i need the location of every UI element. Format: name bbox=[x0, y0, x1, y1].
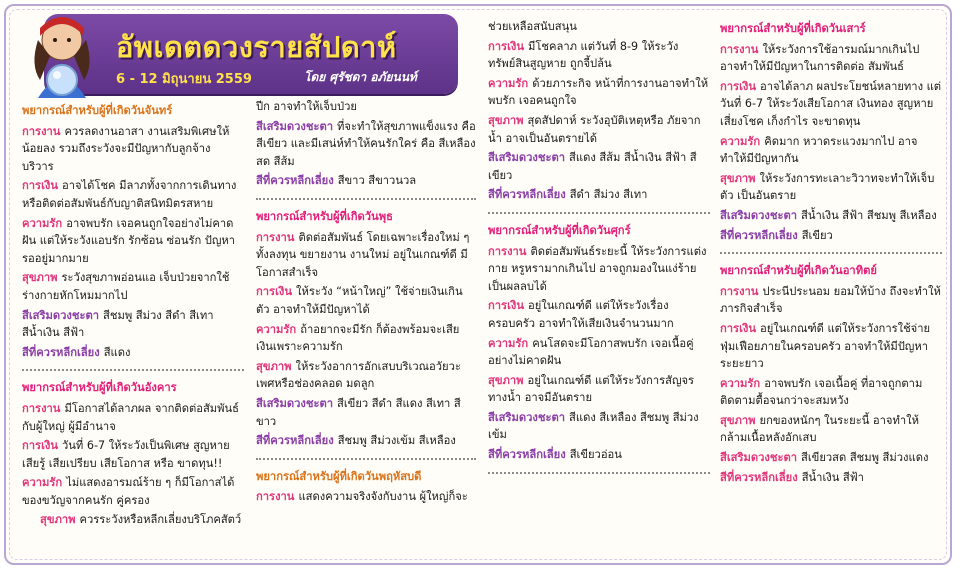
work-entry: การงาน ติดต่อสัมพันธ์ โดยเฉพาะเรื่องใหม่ ๆ ทั้งลงทุน ขยายงาน งานใหม่ อยู่ในเกณฑ์ดี มีโอกาสสำเร็จ bbox=[256, 230, 470, 279]
health-entry: สุขภาพ อยู่ในเกณฑ์ดี แต่ให้ระวังการสัญจรทางน้ำ อาจมีอันตราย bbox=[488, 373, 695, 405]
health-entry: สุขภาพ ให้ระวังการทะเลาะวิวาทจะทำให้เจ็บตัว เป็นอันตราย bbox=[720, 171, 935, 203]
money-entry: การเงิน มีโชคลาภ แต่วันที่ 8-9 ให้ระวังทรัพย์สินสูญหาย ถูกจี้ปล้น bbox=[488, 39, 679, 71]
health-entry: สุขภาพ สุดสัปดาห์ ระวังอุบัติเหตุหรือ ภัยจากน้ำ อาจเป็นอันตรายได้ bbox=[488, 113, 701, 145]
work-entry: การงาน ควรลดงานอาสา งานเสริมพิเศษให้น้อยลง รวมถึงระวังจะมีปัญหากับลูกจ้าง บริวาร bbox=[22, 124, 230, 173]
page-title: อัพเดตดวงรายสัปดาห์ bbox=[116, 30, 397, 64]
section-title-friday: พยากรณ์สำหรับผู้ที่เกิดวันศุกร์ bbox=[488, 223, 631, 237]
work-entry-cont: ช่วยเหลือสนับสนุน bbox=[488, 20, 577, 33]
love-entry: ความรัก อาจพบรัก เจอคนถูกใจอย่างไม่คาดฝัน แต่ให้ระวังแอบรัก รักซ้อน ซ่อนรัก ปัญหารออยู่มากมาย bbox=[22, 216, 236, 265]
section-title-tuesday: พยากรณ์สำหรับผู้ที่เกิดวันอังคาร bbox=[22, 381, 177, 395]
love-entry: ความรัก ด้วยภาระกิจ หน้าที่การงานอาจทำให้พบรัก เจอคนถูกใจ bbox=[488, 76, 709, 108]
love-entry: ความรัก ถ้าอยากจะมีรัก ก็ต้องพร้อมจะเสียเงินเพราะความรัก bbox=[256, 322, 460, 354]
work-entry: การงาน ประนีประนอม ยอมให้บ้าง ถึงจะทำให้ภารกิจสำเร็จ bbox=[720, 284, 941, 316]
lucky-color-entry: สีเสริมดวงชะตา ที่จะทำให้สุขภาพแข็งแรง คือ สีเขียว และมีเสน่ห์ทำให้คนรักใคร่ คือ สีเหลืองสด สีส้ม bbox=[256, 119, 476, 168]
section-title-monday: พยากรณ์สำหรับผู้ที่เกิดวันจันทร์ bbox=[22, 104, 173, 117]
section-title-saturday: พยากรณ์สำหรับผู้ที่เกิดวันเสาร์ bbox=[720, 22, 866, 35]
lucky-color-entry: สีเสริมดวงชะตา สีชมพู สีม่วง สีดำ สีเทา สีน้ำเงิน สีฟ้า bbox=[22, 308, 214, 340]
fortune-teller-illustration bbox=[10, 10, 114, 98]
love-entry: ความรัก คิดมาก หวาดระแวงมากไป อาจทำให้มีปัญหากัน bbox=[720, 134, 918, 166]
section-title-sunday: พยากรณ์สำหรับผู้ที่เกิดวันอาทิตย์ bbox=[720, 264, 877, 278]
lucky-color-entry: สีเสริมดวงชะตา สีเขียวสด สีชมพู สีม่วงแดง bbox=[720, 451, 929, 465]
money-entry: การเงิน อาจได้โชค มีลาภทั้งจากการเดินทางหรือติดต่อสัมพันธ์กับญาติสนิทมิตรสหาย bbox=[22, 179, 237, 210]
avoid-color-entry: สีที่ควรหลีกเลี่ยง สีชมพู สีม่วงเข้ม สีเหลือง bbox=[256, 434, 456, 448]
money-entry: การเงิน ให้ระวัง “หน้าใหญ่” ใช้จ่ายเงินเกินตัว อาจทำให้มีปัญหาได้ bbox=[256, 285, 463, 316]
love-entry: ความรัก คนโสดจะมีโอกาสพบรัก เจอเนื้อคู่อย่างไม่คาดฝัน bbox=[488, 336, 694, 368]
health-entry: สุขภาพ ให้ระวังอาการอักเสบบริเวณอวัยวะเพศหรือช่องคลอด มดลูก bbox=[256, 359, 461, 391]
avoid-color-entry: สีที่ควรหลีกเลี่ยง สีเขียว bbox=[720, 228, 833, 242]
work-entry: การงาน มีโอกาสได้ลาภผล จากติดต่อสัมพันธ์กับผู้ใหญ่ ผู้มีอำนาจ bbox=[22, 401, 240, 433]
love-entry: ความรัก ไม่แสดงอารมณ์ร้าย ๆ ก็มีโอกาสได้ของขวัญจากคนรัก คู่ครอง bbox=[22, 476, 235, 507]
section-title-thursday: พยากรณ์สำหรับผู้ที่เกิดวันพฤหัสบดี bbox=[256, 469, 422, 483]
money-entry: การเงิน อยู่ในเกณฑ์ดี แต่ให้ระวังการใช้จ่ายฟุ่มเฟือยภายในครอบครัว อาจทำให้มีปัญหาระยะยาว bbox=[720, 321, 931, 371]
health-entry: สุขภาพ ควรระวังหรือหลีกเลี่ยงบริโภคสัตว์ bbox=[40, 513, 242, 527]
health-entry-cont: ปีก อาจทำให้เจ็บป่วย bbox=[256, 100, 357, 113]
section-divider bbox=[256, 458, 476, 460]
section-title-wednesday: พยากรณ์สำหรับผู้ที่เกิดวันพุธ bbox=[256, 209, 393, 223]
avoid-color-entry: สีที่ควรหลีกเลี่ยง สีแดง bbox=[22, 345, 131, 359]
lucky-color-entry: สีเสริมดวงชะตา สีแดง สีส้ม สีน้ำเงิน สีฟ้า สีเขียว bbox=[488, 151, 697, 182]
lucky-color-entry: สีเสริมดวงชะตา สีน้ำเงิน สีฟ้า สีชมพู สีเหลือง bbox=[720, 208, 937, 222]
love-entry: ความรัก อาจพบรัก เจอเนื้อคู่ ที่อาจถูกตามติดตามตื้อจนกว่าจะสมหวัง bbox=[720, 376, 923, 408]
lucky-color-entry: สีเสริมดวงชะตา สีแดง สีเหลือง สีชมพู สีม่วงเข้ม bbox=[488, 410, 699, 442]
column-1 bbox=[22, 100, 244, 531]
column-3 bbox=[488, 18, 710, 482]
avoid-color-entry: สีที่ควรหลีกเลี่ยง สีขาว สีขาวนวล bbox=[256, 174, 417, 188]
work-entry: การงาน ติดต่อสัมพันธ์ระยะนี้ ให้ระวังการแต่งกาย หรูหรามากเกินไป อาจถูกมองในแง่ร้าย เป็นผลลบได้ bbox=[488, 244, 707, 293]
avoid-color-entry: สีที่ควรหลีกเลี่ยง สีน้ำเงิน สีฟ้า bbox=[720, 470, 864, 484]
money-entry: การเงิน อาจได้ลาภ ผลประโยชน์หลายทาง แต่วันที่ 6-7 ให้ระวังเสียโอกาส เงินทอง สูญหาย เสี่ยงโชค เก็งกำไร จะขาดทุน bbox=[720, 79, 942, 128]
column-4 bbox=[720, 18, 942, 488]
section-divider bbox=[256, 198, 476, 200]
section-divider bbox=[22, 369, 244, 371]
work-entry: การงาน แสดงความจริงจังกับงาน ผู้ใหญ่ก็จะ bbox=[256, 490, 468, 504]
health-entry: สุขภาพ ระวังสุขภาพอ่อนแอ เจ็บป่วยจากใช้ร่างกายหักโหมมากไป bbox=[22, 271, 230, 302]
avoid-color-entry: สีที่ควรหลีกเลี่ยง สีดำ สีม่วง สีเทา bbox=[488, 188, 648, 202]
horoscope-card bbox=[4, 4, 952, 565]
section-divider bbox=[488, 212, 710, 214]
money-entry: การเงิน วันที่ 6-7 ให้ระวังเป็นพิเศษ สูญหาย เสียรู้ เสียเปรียบ เสียโอกาส หรือ ขาดทุน!! bbox=[22, 439, 230, 470]
section-divider bbox=[720, 252, 942, 254]
column-2 bbox=[256, 98, 476, 508]
date-range: 6 - 12 มิถุนายน 2559 bbox=[116, 72, 252, 87]
author-byline: โดย ศุรัชดา อภัยนนท์ bbox=[304, 70, 417, 84]
section-divider bbox=[488, 472, 710, 474]
money-entry: การเงิน อยู่ในเกณฑ์ดี แต่ให้ระวังเรื่องครอบครัว อาจทำให้เสียเงินจำนวนมาก bbox=[488, 299, 674, 330]
lucky-color-entry: สีเสริมดวงชะตา สีเขียว สีดำ สีแดง สีเทา สีขาว bbox=[256, 396, 461, 428]
work-entry: การงาน ให้ระวังการใช้อารมณ์มากเกินไป อาจทำให้มีปัญหาในการติดต่อ สัมพันธ์ bbox=[720, 42, 920, 74]
avoid-color-entry: สีที่ควรหลีกเลี่ยง สีเขียวอ่อน bbox=[488, 448, 622, 462]
health-entry: สุขภาพ ยกของหนักๆ ในระยะนี้ อาจทำให้กล้ามเนื้อหลังอักเสบ bbox=[720, 413, 919, 445]
